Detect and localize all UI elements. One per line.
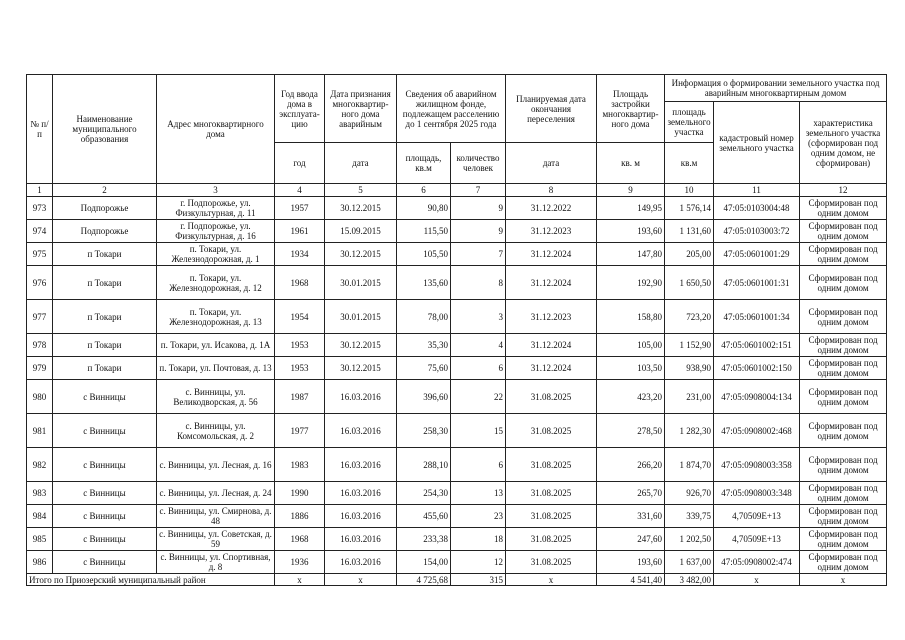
header-land-char: характеристика земельного участка (сформирован под одним домом, не сформирован) [800, 102, 887, 184]
planned-date-cell: 31.12.2024 [506, 243, 597, 266]
emergency-date-cell: 16.03.2016 [325, 528, 397, 551]
row-number: 986 [27, 551, 53, 574]
unit-plan-date: дата [506, 143, 597, 184]
emergency-housing-table [26, 74, 887, 586]
header-cadastral: кадастровый номер земельного участка [714, 102, 800, 184]
municipality-cell: с Винницы [53, 551, 157, 574]
municipality-cell: с Винницы [53, 414, 157, 448]
area-cell: 105,50 [397, 243, 451, 266]
year-cell: 1954 [275, 300, 325, 334]
table-row [27, 482, 887, 505]
total-char: х [800, 574, 887, 586]
municipality-cell: с Винницы [53, 448, 157, 482]
land-area-cell: 1 874,70 [665, 448, 714, 482]
land-area-cell: 1 650,50 [665, 266, 714, 300]
municipality-cell: п Токари [53, 266, 157, 300]
table-row [27, 243, 887, 266]
emergency-date-cell: 30.12.2015 [325, 334, 397, 357]
planned-date-cell: 31.08.2025 [506, 414, 597, 448]
year-cell: 1977 [275, 414, 325, 448]
column-number: 3 [157, 184, 275, 197]
land-area-cell: 1 131,60 [665, 220, 714, 243]
planned-date-cell: 31.12.2024 [506, 357, 597, 380]
emergency-date-cell: 16.03.2016 [325, 414, 397, 448]
emergency-date-cell: 30.01.2015 [325, 300, 397, 334]
total-year: х [275, 574, 325, 586]
planned-date-cell: 31.08.2025 [506, 505, 597, 528]
area-cell: 288,10 [397, 448, 451, 482]
building-area-cell: 423,20 [597, 380, 665, 414]
planned-date-cell: 31.12.2023 [506, 300, 597, 334]
year-cell: 1987 [275, 380, 325, 414]
row-number: 982 [27, 448, 53, 482]
registry-sheet [26, 74, 881, 586]
building-area-cell: 193,60 [597, 551, 665, 574]
land-char-cell: Сформирован под одним домом [800, 197, 887, 220]
header-land-info: Информация о формировании земельного участка под аварийным многоквартирным домом [665, 75, 887, 102]
people-cell: 7 [451, 243, 506, 266]
land-char-cell: Сформирован под одним домом [800, 380, 887, 414]
land-char-cell: Сформирован под одним домом [800, 448, 887, 482]
land-char-cell: Сформирован под одним домом [800, 505, 887, 528]
table-row [27, 357, 887, 380]
municipality-cell: с Винницы [53, 505, 157, 528]
municipality-cell: с Винницы [53, 380, 157, 414]
planned-date-cell: 31.08.2025 [506, 448, 597, 482]
total-people: 315 [451, 574, 506, 586]
municipality-cell: п Токари [53, 357, 157, 380]
table-row [27, 448, 887, 482]
cadastral-cell: 47:05:0103004:48 [714, 197, 800, 220]
unit-sqm-land: кв.м [665, 143, 714, 184]
emergency-date-cell: 30.01.2015 [325, 266, 397, 300]
building-area-cell: 331,60 [597, 505, 665, 528]
header-land-area: площадь земельного участка [665, 102, 714, 143]
land-char-cell: Сформирован под одним домом [800, 334, 887, 357]
land-area-cell: 1 152,90 [665, 334, 714, 357]
column-number: 6 [397, 184, 451, 197]
header-municipality: Наименование муниципального образования [53, 75, 157, 184]
unit-people: количество человек [451, 143, 506, 184]
table-row [27, 300, 887, 334]
area-cell: 233,38 [397, 528, 451, 551]
municipality-cell: Подпорожье [53, 197, 157, 220]
area-cell: 455,60 [397, 505, 451, 528]
people-cell: 15 [451, 414, 506, 448]
address-cell: п. Токари, ул. Железнодорожная, д. 12 [157, 266, 275, 300]
row-number: 976 [27, 266, 53, 300]
total-plan: х [506, 574, 597, 586]
total-date: х [325, 574, 397, 586]
year-cell: 1968 [275, 266, 325, 300]
year-cell: 1968 [275, 528, 325, 551]
table-row [27, 380, 887, 414]
address-cell: с. Винницы, ул. Спортивная, д. 8 [157, 551, 275, 574]
column-number: 12 [800, 184, 887, 197]
people-cell: 13 [451, 482, 506, 505]
people-cell: 23 [451, 505, 506, 528]
land-area-cell: 926,70 [665, 482, 714, 505]
emergency-date-cell: 16.03.2016 [325, 380, 397, 414]
row-number: 974 [27, 220, 53, 243]
emergency-date-cell: 30.12.2015 [325, 357, 397, 380]
row-number: 981 [27, 414, 53, 448]
header-emergency-date: Дата признания многоквартир-ного дома аварийным [325, 75, 397, 143]
address-cell: п. Токари, ул. Железнодорожная, д. 13 [157, 300, 275, 334]
cadastral-cell: 4,70509E+13 [714, 528, 800, 551]
building-area-cell: 278,50 [597, 414, 665, 448]
people-cell: 9 [451, 220, 506, 243]
people-cell: 6 [451, 448, 506, 482]
planned-date-cell: 31.08.2025 [506, 380, 597, 414]
header-fund-info: Сведения об аварийном жилищном фонде, подлежащем расселению до 1 сентября 2025 года [397, 75, 506, 143]
address-cell: г. Подпорожье, ул. Физкультурная, д. 11 [157, 197, 275, 220]
land-char-cell: Сформирован под одним домом [800, 551, 887, 574]
row-number: 984 [27, 505, 53, 528]
unit-area: площадь, кв.м [397, 143, 451, 184]
address-cell: с. Винницы, ул. Советская, д. 59 [157, 528, 275, 551]
building-area-cell: 103,50 [597, 357, 665, 380]
land-char-cell: Сформирован под одним домом [800, 528, 887, 551]
building-area-cell: 149,95 [597, 197, 665, 220]
header-row-top [27, 75, 887, 102]
column-number: 9 [597, 184, 665, 197]
land-area-cell: 1 202,50 [665, 528, 714, 551]
planned-date-cell: 31.08.2025 [506, 528, 597, 551]
year-cell: 1983 [275, 448, 325, 482]
address-cell: п. Токари, ул. Почтовая, д. 13 [157, 357, 275, 380]
header-year: Год ввода дома в эксплуата-цию [275, 75, 325, 143]
row-number: 980 [27, 380, 53, 414]
building-area-cell: 147,80 [597, 243, 665, 266]
building-area-cell: 247,60 [597, 528, 665, 551]
emergency-date-cell: 30.12.2015 [325, 197, 397, 220]
cadastral-cell: 4,70509E+13 [714, 505, 800, 528]
address-cell: п. Токари, ул. Исакова, д. 1А [157, 334, 275, 357]
people-cell: 18 [451, 528, 506, 551]
land-area-cell: 938,90 [665, 357, 714, 380]
area-cell: 78,00 [397, 300, 451, 334]
area-cell: 35,30 [397, 334, 451, 357]
row-number: 973 [27, 197, 53, 220]
year-cell: 1886 [275, 505, 325, 528]
header-no: № п/п [27, 75, 53, 184]
area-cell: 75,60 [397, 357, 451, 380]
land-area-cell: 1 282,30 [665, 414, 714, 448]
row-number: 975 [27, 243, 53, 266]
land-char-cell: Сформирован под одним домом [800, 300, 887, 334]
cadastral-cell: 47:05:0908002:474 [714, 551, 800, 574]
municipality-cell: п Токари [53, 334, 157, 357]
cadastral-cell: 47:05:0601001:29 [714, 243, 800, 266]
column-number: 1 [27, 184, 53, 197]
row-number: 977 [27, 300, 53, 334]
area-cell: 258,30 [397, 414, 451, 448]
table-row [27, 220, 887, 243]
building-area-cell: 105,00 [597, 334, 665, 357]
table-row [27, 551, 887, 574]
people-cell: 8 [451, 266, 506, 300]
building-area-cell: 193,60 [597, 220, 665, 243]
cadastral-cell: 47:05:0601001:31 [714, 266, 800, 300]
municipality-cell: п Токари [53, 300, 157, 334]
municipality-cell: Подпорожье [53, 220, 157, 243]
table-row [27, 266, 887, 300]
header-building-area: Площадь застройки многоквартир-ного дома [597, 75, 665, 143]
cadastral-cell: 47:05:0601002:150 [714, 357, 800, 380]
emergency-date-cell: 15.09.2015 [325, 220, 397, 243]
cadastral-cell: 47:05:0908002:468 [714, 414, 800, 448]
land-char-cell: Сформирован под одним домом [800, 266, 887, 300]
year-cell: 1936 [275, 551, 325, 574]
total-row [27, 574, 887, 586]
row-number: 983 [27, 482, 53, 505]
year-cell: 1957 [275, 197, 325, 220]
address-cell: с. Винницы, ул. Смирнова, д. 48 [157, 505, 275, 528]
column-number: 2 [53, 184, 157, 197]
total-area: 4 725,68 [397, 574, 451, 586]
address-cell: с. Винницы, ул. Комсомольская, д. 2 [157, 414, 275, 448]
row-number: 978 [27, 334, 53, 357]
cadastral-cell: 47:05:0601002:151 [714, 334, 800, 357]
area-cell: 154,00 [397, 551, 451, 574]
cadastral-cell: 47:05:0601001:34 [714, 300, 800, 334]
cadastral-cell: 47:05:0103003:72 [714, 220, 800, 243]
land-area-cell: 723,20 [665, 300, 714, 334]
emergency-date-cell: 16.03.2016 [325, 551, 397, 574]
municipality-cell: с Винницы [53, 528, 157, 551]
land-area-cell: 1 576,14 [665, 197, 714, 220]
land-char-cell: Сформирован под одним домом [800, 482, 887, 505]
total-label: Итого по Приозерский муниципальный район [27, 574, 275, 586]
total-build: 4 541,40 [597, 574, 665, 586]
column-number: 7 [451, 184, 506, 197]
planned-date-cell: 31.12.2023 [506, 220, 597, 243]
row-number: 979 [27, 357, 53, 380]
address-cell: с. Винницы, ул. Лесная, д. 24 [157, 482, 275, 505]
unit-sqm: кв. м [597, 143, 665, 184]
land-char-cell: Сформирован под одним домом [800, 220, 887, 243]
emergency-date-cell: 16.03.2016 [325, 448, 397, 482]
people-cell: 22 [451, 380, 506, 414]
land-area-cell: 339,75 [665, 505, 714, 528]
year-cell: 1953 [275, 334, 325, 357]
cadastral-cell: 47:05:0908004:134 [714, 380, 800, 414]
municipality-cell: с Винницы [53, 482, 157, 505]
land-char-cell: Сформирован под одним домом [800, 357, 887, 380]
people-cell: 3 [451, 300, 506, 334]
total-land: 3 482,00 [665, 574, 714, 586]
column-number: 5 [325, 184, 397, 197]
area-cell: 115,50 [397, 220, 451, 243]
land-area-cell: 205,00 [665, 243, 714, 266]
unit-year: год [275, 143, 325, 184]
area-cell: 90,80 [397, 197, 451, 220]
address-cell: с. Винницы, ул. Великодворская, д. 56 [157, 380, 275, 414]
planned-date-cell: 31.12.2022 [506, 197, 597, 220]
building-area-cell: 265,70 [597, 482, 665, 505]
building-area-cell: 192,90 [597, 266, 665, 300]
building-area-cell: 158,80 [597, 300, 665, 334]
land-char-cell: Сформирован под одним домом [800, 243, 887, 266]
cadastral-cell: 47:05:0908003:358 [714, 448, 800, 482]
column-numbers-row [27, 184, 887, 197]
planned-date-cell: 31.12.2024 [506, 266, 597, 300]
planned-date-cell: 31.12.2024 [506, 334, 597, 357]
area-cell: 396,60 [397, 380, 451, 414]
year-cell: 1934 [275, 243, 325, 266]
emergency-date-cell: 16.03.2016 [325, 505, 397, 528]
header-planned-date: Планируемая дата окончания переселения [506, 75, 597, 143]
row-number: 985 [27, 528, 53, 551]
year-cell: 1953 [275, 357, 325, 380]
area-cell: 135,60 [397, 266, 451, 300]
header-address: Адрес многоквартирного дома [157, 75, 275, 184]
column-number: 4 [275, 184, 325, 197]
emergency-date-cell: 30.12.2015 [325, 243, 397, 266]
people-cell: 12 [451, 551, 506, 574]
year-cell: 1990 [275, 482, 325, 505]
cadastral-cell: 47:05:0908003:348 [714, 482, 800, 505]
address-cell: п. Токари, ул. Железнодорожная, д. 1 [157, 243, 275, 266]
land-area-cell: 231,00 [665, 380, 714, 414]
column-number: 10 [665, 184, 714, 197]
table-row [27, 505, 887, 528]
unit-date: дата [325, 143, 397, 184]
table-body [27, 197, 887, 574]
people-cell: 9 [451, 197, 506, 220]
address-cell: г. Подпорожье, ул. Физкультурная, д. 16 [157, 220, 275, 243]
total-cadastral: х [714, 574, 800, 586]
table-row [27, 414, 887, 448]
column-number: 11 [714, 184, 800, 197]
address-cell: с. Винницы, ул. Лесная, д. 16 [157, 448, 275, 482]
people-cell: 4 [451, 334, 506, 357]
column-number: 8 [506, 184, 597, 197]
emergency-date-cell: 16.03.2016 [325, 482, 397, 505]
planned-date-cell: 31.08.2025 [506, 482, 597, 505]
planned-date-cell: 31.08.2025 [506, 551, 597, 574]
land-area-cell: 1 637,00 [665, 551, 714, 574]
table-row [27, 528, 887, 551]
land-char-cell: Сформирован под одним домом [800, 414, 887, 448]
year-cell: 1961 [275, 220, 325, 243]
table-row [27, 197, 887, 220]
building-area-cell: 266,20 [597, 448, 665, 482]
area-cell: 254,30 [397, 482, 451, 505]
table-row [27, 334, 887, 357]
municipality-cell: п Токари [53, 243, 157, 266]
people-cell: 6 [451, 357, 506, 380]
